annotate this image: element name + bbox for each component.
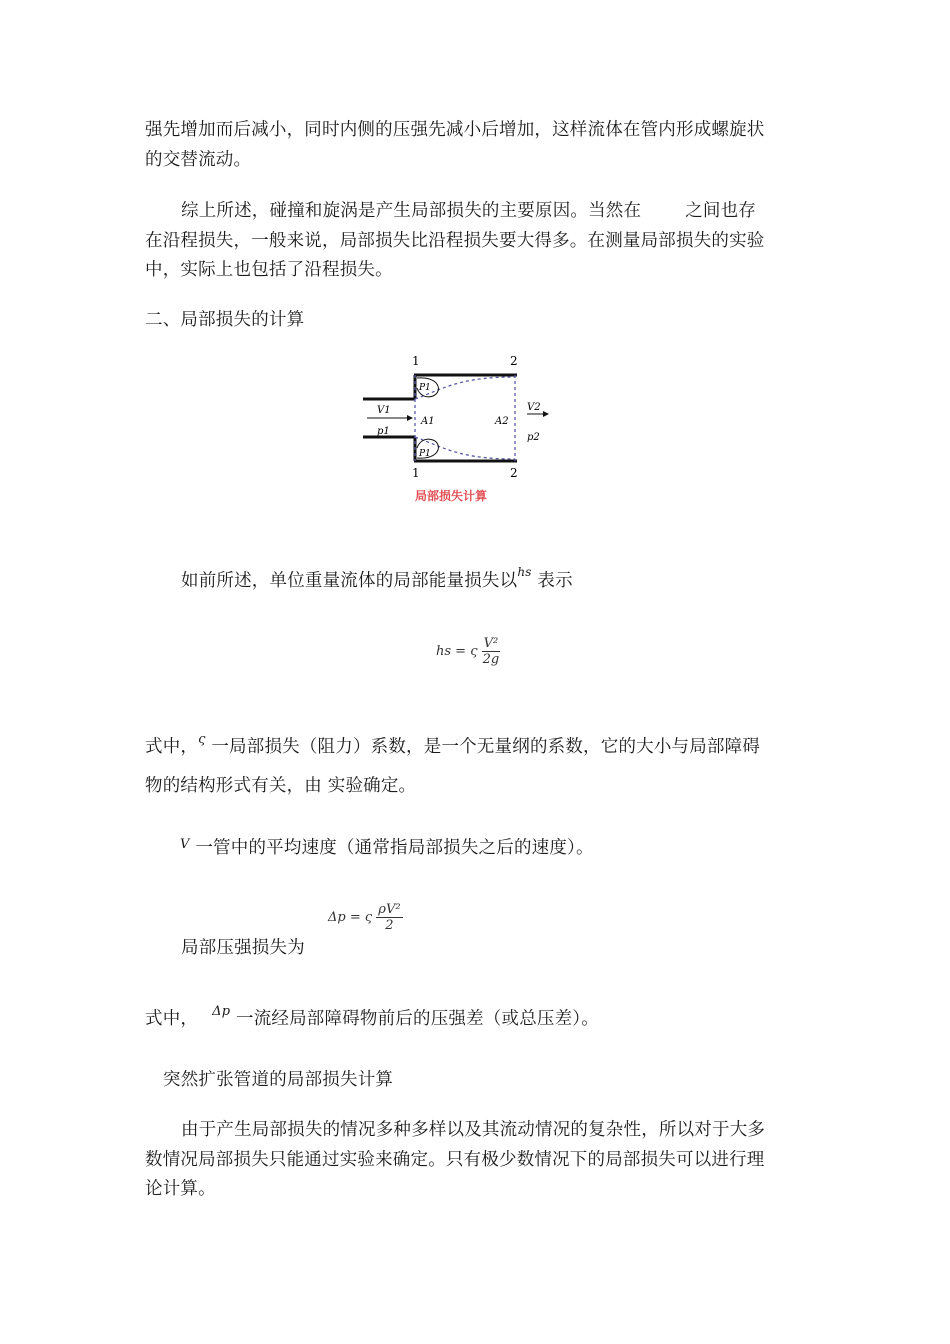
numerator: ρV² — [378, 902, 401, 917]
delta-p-symbol: Δp — [212, 1004, 231, 1019]
paragraph-line — [181, 198, 756, 224]
p1-label: p1 — [377, 426, 390, 437]
text-segment: 之间也存 — [685, 201, 757, 221]
text-segment: 综上所述，碰撞和旋涡是产生局部损失的主要原因。当然在 — [181, 201, 642, 221]
fraction — [482, 636, 501, 667]
inflow-arrowhead — [407, 415, 413, 421]
sudden-expansion-diagram — [355, 348, 555, 523]
section-1-label-bottom: 1 — [412, 466, 420, 480]
paragraph-line: 局部压强损失为 — [181, 938, 305, 958]
text-segment: 如前所述，单位重量流体的局部能量损失以 — [181, 571, 518, 591]
text-segment: 一管中的平均速度（通常指局部损失之后的速度）。 — [195, 838, 594, 858]
numerator: V² — [483, 636, 499, 651]
text-segment: 表示 — [537, 571, 573, 591]
paragraph-line: 中，实际上也包括了沿程损失。 — [145, 260, 393, 280]
hs-symbol: hs — [517, 565, 532, 579]
section-heading: 二、局部损失的计算 — [145, 310, 305, 330]
paragraph-line: 的交替流动。 — [145, 150, 252, 170]
v2-label: V2 — [527, 402, 541, 413]
paragraph-line: 在沿程损失，一般来说，局部损失比沿程损失要大得多。在测量局部损失的实验 — [145, 231, 765, 251]
zeta-symbol: ς — [198, 732, 206, 747]
fraction — [376, 902, 402, 933]
paragraph-line: 物的结构形式有关，由 实验确定。 — [145, 776, 417, 796]
paragraph-line: 数情况局部损失只能通过实验来确定。只有极少数情况下的局部损失可以进行理 — [145, 1150, 765, 1170]
vortex-pressure-label-top: P1 — [419, 383, 431, 393]
equation-hs — [436, 636, 500, 667]
paragraph-line — [145, 734, 760, 762]
p2-label: p2 — [527, 432, 540, 443]
paragraph-line: 由于产生局部损失的情况多种多样以及其流动情况的复杂性，所以对于大多 — [181, 1120, 766, 1140]
equation-lhs: Δp = ς — [328, 910, 373, 925]
figure-caption: 局部损失计算 — [415, 489, 488, 503]
equation-lhs: hs = ς — [436, 644, 478, 659]
v-symbol: V — [180, 837, 190, 852]
paragraph-line — [180, 835, 594, 863]
section-1-label-top: 1 — [412, 354, 420, 368]
text-segment: 一流经局部障碍物前后的压强差（或总压差）。 — [236, 1009, 599, 1029]
a2-label: A2 — [495, 416, 509, 427]
local-loss-figure — [355, 348, 555, 523]
paragraph-line — [145, 1006, 599, 1034]
equation-dp — [328, 902, 403, 933]
a1-label: A1 — [421, 416, 435, 427]
paragraph-line: 强先增加而后减小，同时内侧的压强先减小后增加，这样流体在管内形成螺旋状 — [145, 120, 765, 140]
paragraph-line — [181, 565, 573, 595]
section-heading: 突然扩张管道的局部损失计算 — [163, 1070, 394, 1090]
denominator: 2g — [482, 652, 500, 667]
vortex-pressure-label-bottom: P1 — [419, 449, 431, 459]
v1-label: V1 — [377, 405, 391, 416]
outflow-arrowhead — [543, 411, 549, 417]
text-segment: 式中， — [145, 737, 199, 757]
text-segment: 式中， — [145, 1009, 199, 1029]
text-segment: 一局部损失（阻力）系数，是一个无量纲的系数，它的大小与局部障碍 — [211, 737, 761, 757]
denominator: 2 — [385, 918, 394, 933]
paragraph-line: 论计算。 — [145, 1179, 216, 1199]
section-2-label-top: 2 — [510, 354, 518, 368]
section-2-label-bottom: 2 — [510, 466, 518, 480]
